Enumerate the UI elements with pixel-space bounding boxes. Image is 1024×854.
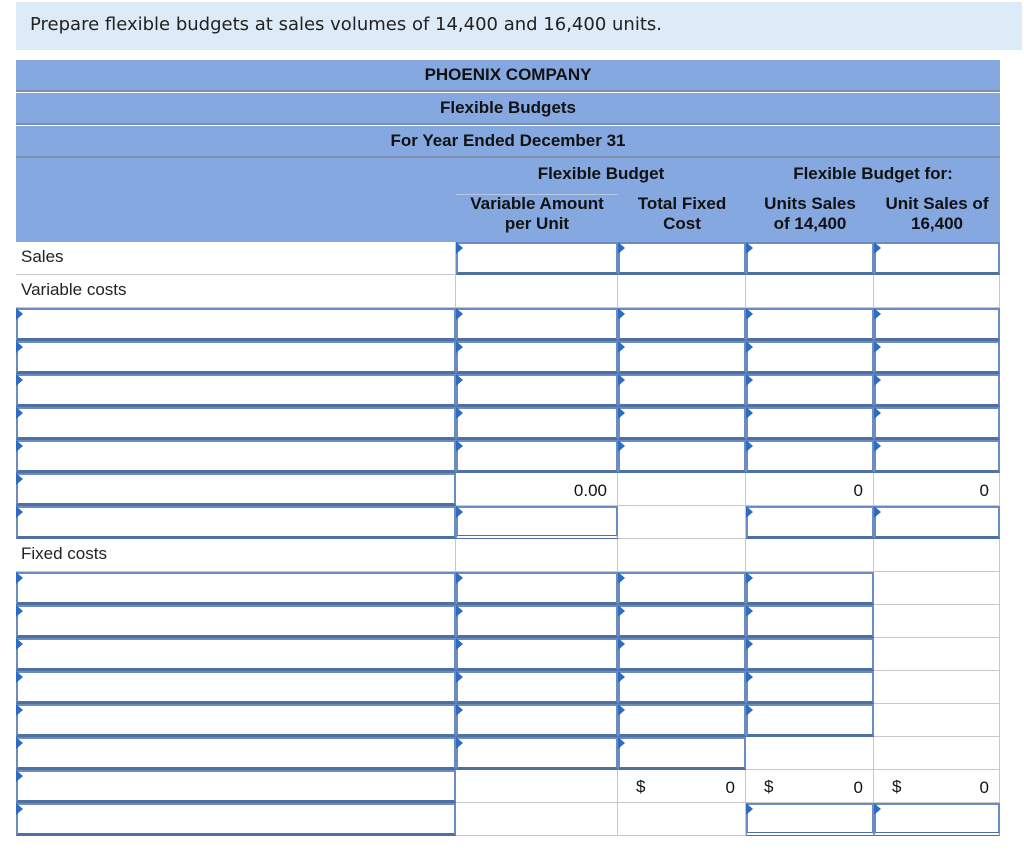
empty-cell [874,704,1000,737]
fixed-cost-label-input[interactable] [16,737,456,770]
fixed-cost-per-unit-input[interactable] [456,572,618,605]
total-variable-costs-label-input[interactable] [16,473,456,506]
empty-cell [618,539,746,572]
sales-16400-input[interactable] [874,242,1000,275]
fixed-cost-total-input[interactable] [618,638,746,671]
variable-cost-14400-input[interactable] [746,407,874,440]
variable-cost-per-unit-input[interactable] [456,374,618,407]
variable-cost-14400-input[interactable] [746,440,874,473]
variable-cost-per-unit-input[interactable] [456,407,618,440]
dollar-sign: $ [892,777,902,796]
fixed-cost-14400-input[interactable] [746,671,874,704]
variable-cost-per-unit-input[interactable] [456,308,618,341]
variable-cost-fixed-input[interactable] [618,341,746,374]
empty-cell [456,803,618,836]
group-flexible-budget-for: Flexible Budget for: [793,164,953,183]
variable-cost-label-input[interactable] [16,440,456,473]
empty-cell [618,506,746,539]
empty-cell [746,275,874,308]
fixed-cost-per-unit-input[interactable] [456,671,618,704]
income-16400-input[interactable] [874,803,1000,836]
group-flexible-budget: Flexible Budget [537,164,665,183]
fixed-cost-per-unit-input[interactable] [456,638,618,671]
sales-fixed-input[interactable] [618,242,746,275]
report-period: For Year Ended December 31 [16,126,1000,158]
fixed-cost-label-input[interactable] [16,638,456,671]
fixed-cost-label-input[interactable] [16,704,456,737]
empty-cell [618,803,746,836]
variable-cost-per-unit-input[interactable] [456,440,618,473]
total-fixed-costs-label-input[interactable] [16,770,456,803]
empty-cell [874,605,1000,638]
flexible-budget-for-group-header [746,158,1000,242]
fixed-cost-total-input[interactable] [618,737,746,770]
empty-cell [874,737,1000,770]
variable-cost-16400-input[interactable] [874,440,1000,473]
fixed-cost-14400-input[interactable] [746,572,874,605]
company-name: PHOENIX COMPANY [16,60,1000,92]
variable-cost-label-input[interactable] [16,341,456,374]
variable-cost-fixed-input[interactable] [618,308,746,341]
flexible-budget-group-header [456,158,746,242]
variable-cost-per-unit-input[interactable] [456,341,618,374]
empty-cell [618,473,746,506]
col-units-16400: Unit Sales of 16,400 [885,194,989,233]
fixed-cost-14400-input[interactable] [746,605,874,638]
fixed-cost-total-input[interactable] [618,704,746,737]
contribution-margin-label-input[interactable] [16,506,456,539]
variable-cost-14400-input[interactable] [746,308,874,341]
fixed-cost-per-unit-input[interactable] [456,704,618,737]
contribution-margin-per-unit-input[interactable] [456,506,618,539]
empty-cell [456,770,618,803]
variable-cost-label-input[interactable] [16,308,456,341]
fixed-cost-14400-input[interactable] [746,638,874,671]
variable-cost-fixed-input[interactable] [618,407,746,440]
empty-cell [456,539,618,572]
fixed-cost-total-input[interactable] [618,671,746,704]
variable-cost-fixed-input[interactable] [618,374,746,407]
variable-cost-16400-input[interactable] [874,407,1000,440]
col-total-fixed-cost: Total Fixed Cost [637,194,727,233]
variable-cost-label-input[interactable] [16,374,456,407]
empty-cell [874,572,1000,605]
empty-cell [874,671,1000,704]
label-sales: Sales [16,242,456,275]
total-variable-per-unit: 0.00 [456,473,618,506]
variable-cost-16400-input[interactable] [874,341,1000,374]
variable-cost-14400-input[interactable] [746,341,874,374]
label-variable-costs: Variable costs [16,275,456,308]
empty-cell [874,539,1000,572]
total-fixed-16400: $ 0 [874,770,1000,803]
empty-cell [746,539,874,572]
fixed-cost-total-input[interactable] [618,605,746,638]
empty-cell [618,275,746,308]
income-14400-input[interactable] [746,803,874,836]
contribution-margin-14400-input[interactable] [746,506,874,539]
fixed-cost-total-input[interactable] [618,572,746,605]
report-title: Flexible Budgets [16,93,1000,125]
fixed-cost-14400-input[interactable] [746,704,874,737]
fixed-cost-per-unit-input[interactable] [456,605,618,638]
variable-cost-14400-input[interactable] [746,374,874,407]
variable-cost-fixed-input[interactable] [618,440,746,473]
empty-cell [456,275,618,308]
fixed-cost-per-unit-input[interactable] [456,737,618,770]
income-label-input[interactable] [16,803,456,836]
variable-cost-16400-input[interactable] [874,308,1000,341]
sales-14400-input[interactable] [746,242,874,275]
fixed-cost-label-input[interactable] [16,572,456,605]
fixed-cost-label-input[interactable] [16,605,456,638]
empty-cell [874,638,1000,671]
empty-cell [746,737,874,770]
variable-cost-label-input[interactable] [16,407,456,440]
contribution-margin-16400-input[interactable] [874,506,1000,539]
dollar-sign: $ [636,777,646,796]
dollar-sign: $ [764,777,774,796]
empty-cell [874,275,1000,308]
sales-variable-input[interactable] [456,242,618,275]
question-prompt: Prepare flexible budgets at sales volumes of 14,400 and 16,400 units. [16,2,1022,50]
label-column-header [16,158,456,242]
total-fixed-cost-amount: $ 0 [618,770,746,803]
total-variable-14400: 0 [746,473,874,506]
label-fixed-costs: Fixed costs [16,539,456,572]
variable-cost-16400-input[interactable] [874,374,1000,407]
col-variable-amount: Variable Amount per Unit [470,194,604,233]
col-units-14400: Units Sales of 14,400 [764,194,856,233]
fixed-cost-label-input[interactable] [16,671,456,704]
total-fixed-14400: $ 0 [746,770,874,803]
total-variable-16400: 0 [874,473,1000,506]
